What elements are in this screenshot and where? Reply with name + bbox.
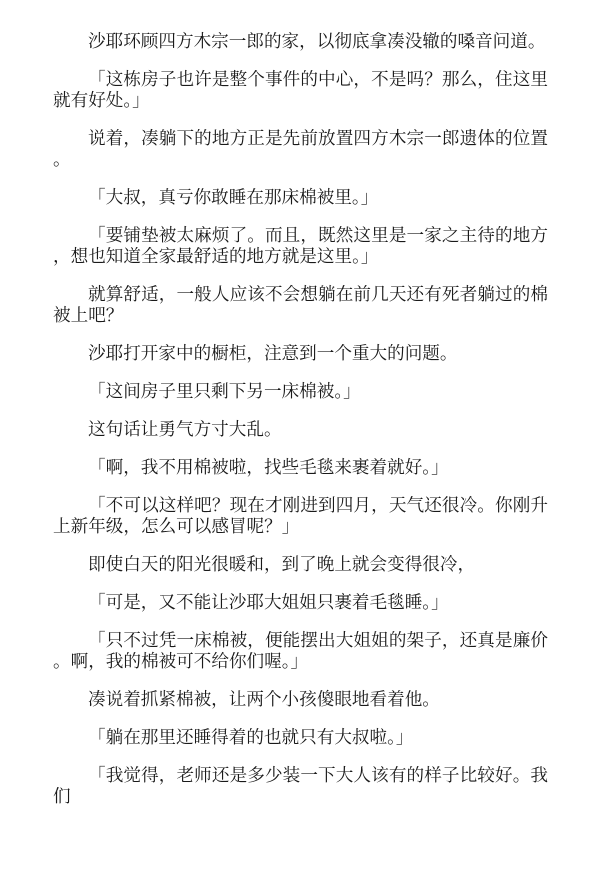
paragraph: 「这栋房子也许是整个事件的中心，不是吗？那么，住这里就有好处。」	[53, 70, 548, 111]
paragraph: 说着，凑躺下的地方正是先前放置四方木宗一郎遗体的位置。	[53, 129, 548, 170]
paragraph: 「这间房子里只剩下另一床棉被。」	[88, 382, 361, 402]
paragraph: 「不可以这样吧？现在才刚进到四月，天气还很冷。你刚升上新年级，怎么可以感冒呢？」	[53, 496, 548, 537]
paragraph: 「大叔，真亏你敢睡在那床棉被里。」	[88, 188, 379, 208]
paragraph: 「只不过凭一床棉被，便能摆出大姐姐的架子，还真是廉价。啊，我的棉被可不给你们喔。」	[53, 631, 548, 672]
paragraph: 凑说着抓紧棉被，让两个小孩傻眼地看着他。	[88, 690, 440, 710]
document-page	[53, 32, 548, 825]
paragraph: 「我觉得，老师还是多少装一下大人该有的样子比较好。我们	[53, 766, 548, 807]
paragraph: 「可是，又不能让沙耶大姐姐只裹着毛毯睡。」	[88, 593, 449, 613]
paragraph: 这句话让勇气方寸大乱。	[88, 420, 282, 440]
paragraph: 沙耶环顾四方木宗一郎的家，以彻底拿凑没辙的嗓音问道。	[88, 32, 546, 52]
paragraph: 即使白天的阳光很暖和，到了晚上就会变得很冷，	[88, 555, 476, 575]
paragraph: 「要铺垫被太麻烦了。而且，既然这里是一家之主待的地方，想也知道全家最舒适的地方就是这里。」	[53, 226, 548, 267]
paragraph: 就算舒适，一般人应该不会想躺在前几天还有死者躺过的棉被上吧？	[53, 285, 548, 326]
paragraph: 「啊，我不用棉被啦，找些毛毯来裹着就好。」	[88, 458, 449, 478]
paragraph: 「躺在那里还睡得着的也就只有大叔啦。」	[88, 728, 414, 748]
paragraph: 沙耶打开家中的橱柜，注意到一个重大的问题。	[88, 344, 458, 364]
